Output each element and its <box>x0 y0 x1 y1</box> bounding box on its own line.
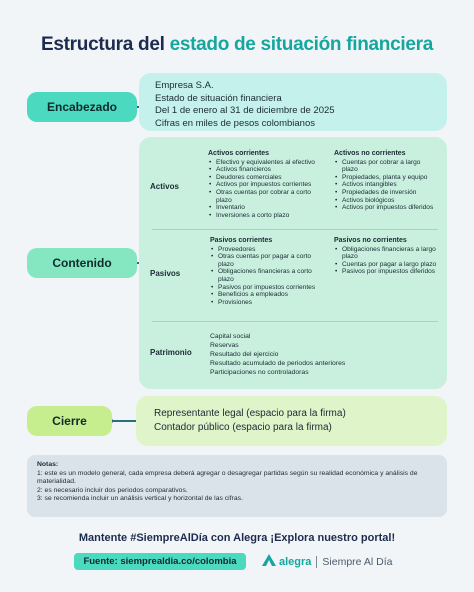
list-item: • Propiedades, planta y equipo <box>334 174 438 182</box>
pasivos-corrientes-title: Pasivos corrientes <box>210 237 273 244</box>
list-item: Capital social <box>210 333 251 340</box>
title-part-2: estado de situación financiera <box>169 34 433 55</box>
list-item: • Cuentas por pagar a largo plazo <box>334 261 438 269</box>
activos-corrientes-column <box>208 150 328 219</box>
list-item: • Activos por impuestos diferidos <box>334 204 438 212</box>
row-label-patrimonio: Patrimonio <box>150 348 192 357</box>
cierre-line: Contador público (espacio para la firma) <box>154 422 332 433</box>
cierre-box <box>136 396 447 446</box>
list-item: • Activos por impuestos corrientes <box>208 181 328 189</box>
list-item: • Cuentas por cobrar a largo plazo <box>334 159 438 174</box>
title-part-1: Estructura del <box>41 34 165 55</box>
list-item: • Efectivo y equivalentes al efectivo <box>208 159 328 167</box>
pasivos-no-corrientes-column <box>334 237 438 276</box>
list-item: • Propiedades de inversión <box>334 189 438 197</box>
list-item: • Obligaciones financieras a corto plazo <box>210 268 328 283</box>
source-link[interactable]: Fuente: siemprealdia.co/colombia <box>74 553 246 570</box>
list-item: • Obligaciones financieras a largo plazo <box>334 246 438 261</box>
notes-box <box>27 455 447 517</box>
encabezado-line: Cifras en miles de pesos colombianos <box>155 117 315 129</box>
activos-no-corrientes-title: Activos no corrientes <box>334 150 406 157</box>
list-item: • Activos financieros <box>208 166 328 174</box>
brand-logo-text: alegra <box>279 555 312 568</box>
patrimonio-list <box>210 333 430 378</box>
list-item: • Otras cuentas por pagar a corto plazo <box>210 253 328 268</box>
list-item: • Activos biológicos <box>334 197 438 205</box>
pasivos-no-corrientes-title: Pasivos no corrientes <box>334 237 407 244</box>
notes-title: Notas: <box>37 461 59 468</box>
note-item: 3: se recomienda incluir un análisis vertical y horizontal de las cifras. <box>37 495 243 503</box>
row-label-pasivos: Pasivos <box>150 269 181 278</box>
activos-corrientes-title: Activos corrientes <box>208 150 270 157</box>
page-title <box>0 34 474 56</box>
encabezado-line: Del 1 de enero al 31 de diciembre de 2025 <box>155 105 335 116</box>
list-item: • Deudores comerciales <box>208 174 328 182</box>
brand-separator <box>316 556 317 568</box>
footer-cta: Mantente #SiempreAlDía con Alegra ¡Explora nuestro portal! <box>78 532 396 544</box>
encabezado-line: Empresa S.A. <box>155 80 214 91</box>
list-item: • Inversiones a corto plazo <box>208 212 328 220</box>
list-item: • Pasivos por impuestos corrientes <box>210 284 328 292</box>
brand-tagline: Siempre Al Día <box>322 555 393 568</box>
activos-no-corrientes-column <box>334 150 438 212</box>
list-item: Reservas <box>210 341 239 349</box>
brand <box>262 553 392 570</box>
row-label-activos: Activos <box>150 182 179 191</box>
connector-cierre <box>108 420 138 422</box>
list-item: Resultado acumulado de periodos anteriores <box>210 359 346 367</box>
list-item: • Inventario <box>208 204 328 212</box>
cierre-line: Representante legal (espacio para la firma) <box>154 408 346 419</box>
list-item: • Otras cuentas por cobrar a corto plazo <box>208 189 328 204</box>
divider <box>152 229 438 230</box>
list-item: • Pasivos por impuestos diferidos <box>334 268 438 276</box>
list-item: • Proveedores <box>210 246 328 254</box>
encabezado-box <box>139 73 447 131</box>
list-item: Participaciones no controladoras <box>210 368 309 376</box>
pasivos-corrientes-column <box>210 237 328 306</box>
list-item: • Provisiones <box>210 299 328 307</box>
divider <box>152 321 438 322</box>
list-item: Resultado del ejercicio <box>210 350 279 358</box>
alegra-logo-icon <box>262 554 276 569</box>
note-item: 1: este es un modelo general, cada empresa deberá agregar o desagregar partidas según su realidad económica y análisis de materialidad. <box>37 469 418 486</box>
note-item: 2: es necesario incluir dos periodos comparativos. <box>37 486 188 494</box>
section-label-cierre: Cierre <box>27 406 112 436</box>
section-label-encabezado: Encabezado <box>27 92 137 122</box>
list-item: • Beneficios a empleados <box>210 291 328 299</box>
encabezado-line: Estado de situación financiera <box>155 92 282 104</box>
section-label-contenido: Contenido <box>27 248 137 278</box>
list-item: • Activos intangibles <box>334 181 438 189</box>
